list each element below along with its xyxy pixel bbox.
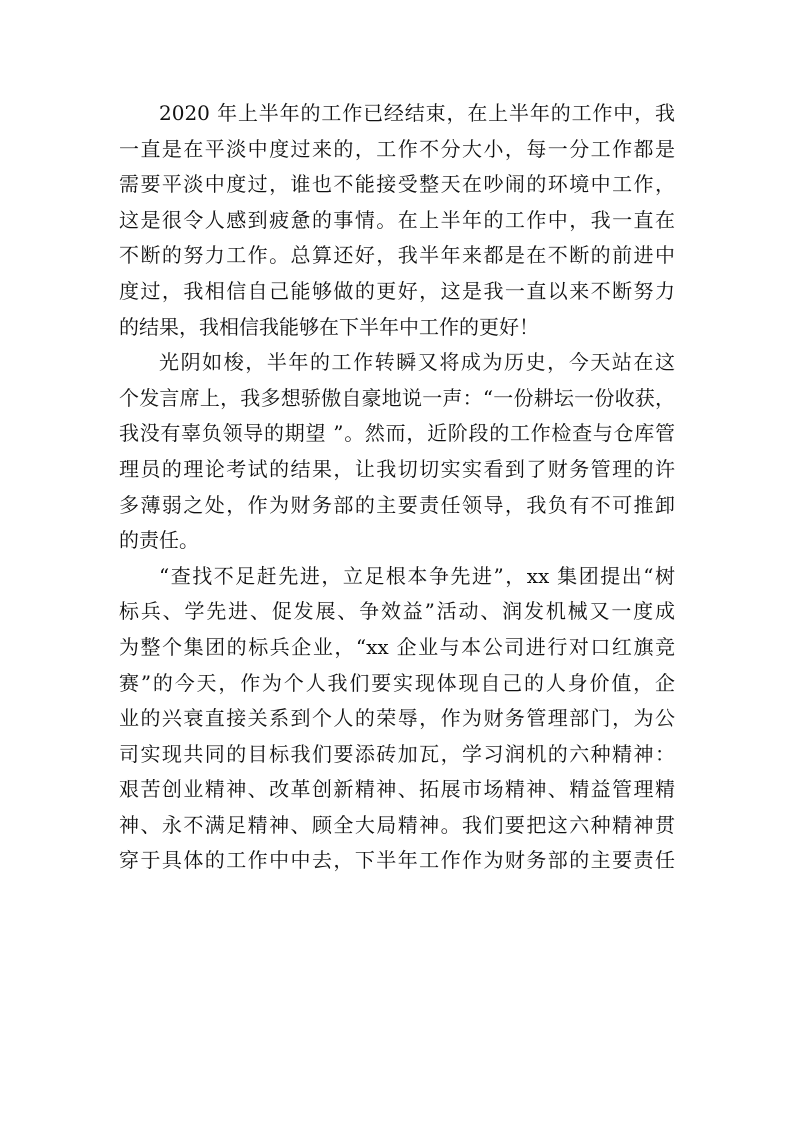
text-line: 这是很令人感到疲惫的事情。在上半年的工作中，我一直在 <box>119 207 675 232</box>
text-line: 度过，我相信自己能够做的更好，这是我一直以来不断努力 <box>119 278 675 303</box>
text-line: 一直是在平淡中度过来的，工作不分大小，每一分工作都是 <box>119 136 675 161</box>
text-line: 不断的努力工作。总算还好，我半年来都是在不断的前进中 <box>119 243 675 268</box>
text-line: 神、永不满足精神、顾全大局精神。我们要把这六种精神贯 <box>119 812 675 837</box>
paragraph-3 <box>119 559 675 879</box>
text-line: 标兵、学先进、促发展、争效益”活动、润发机械又一度成 <box>119 599 675 624</box>
document-body <box>119 96 675 879</box>
text-line: 为整个集团的标兵企业，“xx 企业与本公司进行对口红旗竞 <box>119 634 675 659</box>
text-line: 业的兴衰直接关系到个人的荣辱，作为财务管理部门，为公 <box>119 706 675 731</box>
text-line: 穿于具体的工作中中去，下半年工作作为财务部的主要责任 <box>119 848 675 873</box>
text-line: 艰苦创业精神、改革创新精神、拓展市场精神、精益管理精 <box>119 777 675 802</box>
text-line: 司实现共同的目标我们要添砖加瓦，学习润机的六种精神： <box>119 741 675 766</box>
text-line: 的责任。 <box>119 528 199 553</box>
text-line: 的结果，我相信我能够在下半年中工作的更好！ <box>119 314 539 339</box>
text-line: “查找不足赶先进，立足根本争先进”，xx 集团提出“树 <box>159 563 675 588</box>
paragraph-1 <box>119 96 675 345</box>
text-line: 赛”的今天，作为个人我们要实现体现自己的人身价值，企 <box>119 670 675 695</box>
text-line: 光阴如梭，半年的工作转瞬又将成为历史，今天站在这 <box>159 350 675 375</box>
text-line: 需要平淡中度过，谁也不能接受整天在吵闹的环境中工作， <box>119 172 675 197</box>
text-line: 理员的理论考试的结果，让我切切实实看到了财务管理的许 <box>119 456 675 481</box>
text-line: 我没有辜负领导的期望 ”。然而，近阶段的工作检查与仓库管 <box>119 421 675 446</box>
text-line: 个发言席上，我多想骄傲自豪地说一声：“一份耕坛一份收获， <box>119 385 675 410</box>
paragraph-2 <box>119 345 675 559</box>
text-line: 多薄弱之处，作为财务部的主要责任领导，我负有不可推卸 <box>119 492 675 517</box>
text-line: 2020 年上半年的工作已经结束，在上半年的工作中，我 <box>159 101 675 125</box>
